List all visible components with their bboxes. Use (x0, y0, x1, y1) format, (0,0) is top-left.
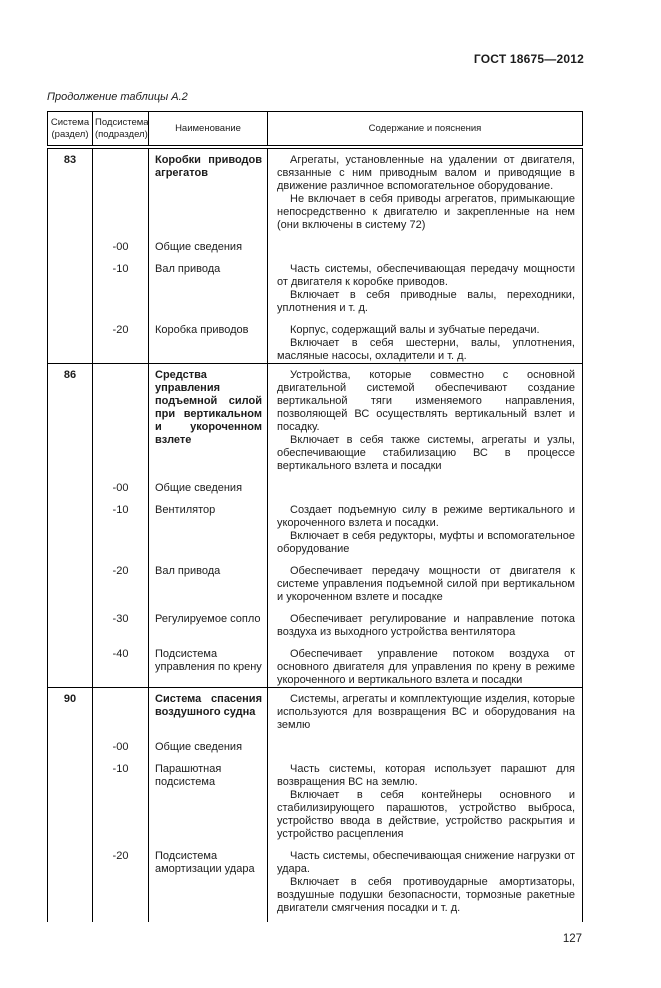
table-row (48, 688, 583, 733)
name-cell: Подсистема амортизации удара (149, 841, 268, 922)
description-cell (268, 232, 583, 254)
system-cell (48, 639, 93, 688)
system-cell (48, 254, 93, 315)
name-cell: Коробка приводов (149, 315, 268, 364)
col-header-subsystem: Подсистема (подраздел) (93, 112, 149, 148)
name-cell: Общие сведения (149, 473, 268, 495)
description-paragraph: Включает в себя противоударные амортизаторы, воздушные подушки безопасности, тормозные ракетные двигатели смягчения посадки и т. д. (277, 876, 575, 914)
description-paragraph: Не включает в себя приводы агрегатов, примыкающие непосредственно к двигателю и закрепленные на нем (они включены в систему 72) (277, 193, 575, 231)
description-cell (268, 732, 583, 754)
table-row (48, 841, 583, 922)
subsystem-cell (93, 688, 149, 733)
name-cell: Парашютная подсистема (149, 754, 268, 841)
system-cell (48, 754, 93, 841)
description-paragraph: Часть системы, обеспечивающая передачу мощности от двигателя к коробке приводов. (277, 263, 575, 288)
system-cell (48, 556, 93, 604)
description-paragraph: Обеспечивает передачу мощности от двигателя к системе управления подъемной силой при вертикальном и укороченном взлете и посадке (277, 565, 575, 603)
name-cell: Средства управления подъемной силой при вертикальном и укороченном взлете (149, 364, 268, 474)
description-cell (268, 841, 583, 922)
subsystem-cell: -40 (93, 639, 149, 688)
description-paragraph: Включает в себя редукторы, муфты и вспомогательное оборудование (277, 530, 575, 555)
table-header-row (48, 112, 583, 148)
system-cell (48, 315, 93, 364)
system-cell (48, 841, 93, 922)
description-cell (268, 688, 583, 733)
description-paragraph: Включает в себя приводные валы, переходники, уплотнения и т. д. (277, 289, 575, 314)
description-paragraph: Включает в себя шестерни, валы, уплотнения, масляные насосы, охладители и т. д. (277, 337, 575, 362)
subsystem-cell: -20 (93, 315, 149, 364)
description-paragraph: Обеспечивает управление потоком воздуха от основного двигателя для управления по крену в режиме укороченного и вертикального взлета и посадки (277, 648, 575, 686)
description-cell (268, 147, 583, 232)
subsystem-cell: -10 (93, 495, 149, 556)
description-cell (268, 639, 583, 688)
name-cell: Общие сведения (149, 232, 268, 254)
subsystem-cell: -00 (93, 732, 149, 754)
system-cell: 86 (48, 364, 93, 474)
subsystem-cell: -10 (93, 254, 149, 315)
system-cell: 83 (48, 147, 93, 232)
subsystem-cell (93, 147, 149, 232)
system-cell: 90 (48, 688, 93, 733)
table-caption: Продолжение таблицы А.2 (47, 91, 188, 103)
description-cell (268, 315, 583, 364)
doc-number: ГОСТ 18675—2012 (473, 52, 584, 66)
table-row (48, 639, 583, 688)
description-cell (268, 495, 583, 556)
description-paragraph: Часть системы, которая использует парашют для возвращения ВС на землю. (277, 763, 575, 788)
table-row (48, 232, 583, 254)
description-cell (268, 604, 583, 639)
name-cell: Вал привода (149, 556, 268, 604)
col-header-system: Система (раздел) (48, 112, 93, 148)
description-paragraph: Создает подъемную силу в режиме вертикального и укороченного взлета и посадки. (277, 504, 575, 529)
subsystem-cell: -30 (93, 604, 149, 639)
page-number: 127 (562, 933, 582, 945)
name-cell: Регулируемое сопло (149, 604, 268, 639)
table-row (48, 473, 583, 495)
subsystem-cell: -00 (93, 473, 149, 495)
system-cell (48, 495, 93, 556)
system-cell (48, 473, 93, 495)
subsystem-cell: -20 (93, 841, 149, 922)
description-cell (268, 473, 583, 495)
col-header-name: Наименование (149, 112, 268, 148)
subsystem-cell: -00 (93, 232, 149, 254)
name-cell: Вал привода (149, 254, 268, 315)
description-paragraph: Агрегаты, установленные на удалении от двигателя, связанные с ним приводным валом и приводящие в движение различное вспомогательное оборудование. (277, 154, 575, 192)
table-row (48, 364, 583, 474)
subsystem-cell (93, 364, 149, 474)
table-row (48, 315, 583, 364)
system-cell (48, 232, 93, 254)
description-cell (268, 364, 583, 474)
table-row (48, 604, 583, 639)
subsystem-cell: -10 (93, 754, 149, 841)
col-header-content: Содержание и пояснения (268, 112, 583, 148)
description-paragraph: Системы, агрегаты и комплектующие изделия, которые используются для возвращения ВС и оборудования на землю (277, 693, 575, 731)
description-paragraph: Часть системы, обеспечивающая снижение нагрузки от удара. (277, 850, 575, 875)
name-cell: Вентилятор (149, 495, 268, 556)
description-paragraph: Включает в себя контейнеры основного и стабилизирующего парашютов, устройство выброса, устройство ввода в действие, устройство раскрытия и устройство расцепления (277, 789, 575, 840)
table-row (48, 147, 583, 232)
name-cell: Коробки приводов агрегатов (149, 147, 268, 232)
table-row (48, 495, 583, 556)
name-cell: Система спасения воздушного судна (149, 688, 268, 733)
description-paragraph: Включает в себя также системы, агрегаты и узлы, обеспечивающие стабилизацию ВС в процессе вертикального взлета и посадки (277, 434, 575, 472)
description-paragraph: Устройства, которые совместно с основной двигательной системой обеспечивают создание вертикальной тяги изменяемого направления, позволяющей ВС осуществлять вертикальный взлет и посадку. (277, 369, 575, 433)
name-cell: Подсистема управления по крену (149, 639, 268, 688)
name-cell: Общие сведения (149, 732, 268, 754)
description-cell (268, 254, 583, 315)
description-paragraph: Корпус, содержащий валы и зубчатые передачи. (290, 324, 540, 336)
table-row (48, 732, 583, 754)
description-cell (268, 754, 583, 841)
table-row (48, 556, 583, 604)
table-row (48, 254, 583, 315)
system-cell (48, 604, 93, 639)
system-cell (48, 732, 93, 754)
description-cell (268, 556, 583, 604)
document-page (0, 52, 661, 988)
subsystem-cell: -20 (93, 556, 149, 604)
table-row (48, 754, 583, 841)
description-paragraph: Обеспечивает регулирование и направление потока воздуха из выходного устройства вентилятора (277, 613, 575, 638)
systems-table (47, 111, 583, 922)
